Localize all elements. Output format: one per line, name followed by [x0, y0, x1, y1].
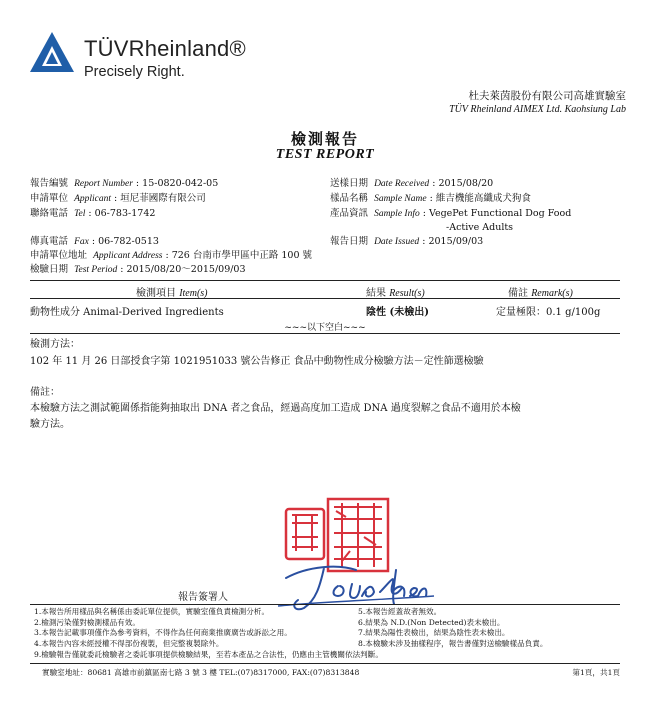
note-3: 3.本報告記載事項僅作為參考資料，不得作為任何商業推廣廣告或訴訟之用。	[34, 628, 292, 638]
footer-address: 實驗室地址：80681 高雄市前鎮區南七路 3 號 3 樓 TEL:(07)8317000, FAX:(07)8313848	[42, 668, 360, 677]
field-sample-info: 產品資訊 Sample Info : VegePet Functional Dog Food	[330, 208, 572, 219]
remark-line-2: 驗方法。	[30, 419, 70, 430]
notes-top-rule	[30, 604, 620, 605]
tuv-rheinland-logo	[28, 24, 288, 84]
signatory-label: 報告簽署人	[178, 592, 228, 603]
notes-bottom-rule	[30, 663, 620, 664]
table-top-rule	[30, 280, 620, 281]
header-item: 檢測項目 Item(s)	[136, 288, 208, 299]
field-sample-info-line2: -Active Adults	[446, 222, 514, 233]
page-number: 第1頁，共1頁	[572, 668, 620, 677]
lab-name-cn: 杜夫萊茵股份有限公司高雄實驗室	[468, 90, 626, 102]
lab-name-en: TÜV Rheinland AIMEX Ltd. Kaohsiung Lab	[449, 104, 626, 115]
field-sample-name: 樣品名稱 Sample Name : 維吉機能高纖成犬狗食	[330, 193, 531, 204]
field-applicant: 申請單位 Applicant : 垣尼菲國際有限公司	[30, 193, 206, 204]
note-9: 9.檢驗報告僅就委託檢驗者之委託事項提供檢驗結果，至若本產品之合法性，仍應由主管機關依法判斷。	[34, 650, 383, 659]
table-cell-remark: 定量極限：0.1 g/100g	[496, 307, 601, 318]
blank-marker: ~~~以下空白~~~	[284, 323, 366, 333]
note-6: 6.結果為 N.D.(Non Detected)表未檢出。	[358, 617, 505, 627]
field-date-received: 送樣日期 Date Received : 2015/08/20	[330, 178, 494, 189]
field-date-issued: 報告日期 Date Issued : 2015/09/03	[330, 236, 484, 247]
title-cn: 檢測報告	[290, 130, 359, 148]
field-test-period: 檢驗日期 Test Period : 2015/08/20～2015/09/03	[30, 264, 246, 275]
field-tel: 聯絡電話 Tel : 06-783-1742	[30, 208, 156, 219]
logo-tagline: Precisely Right.	[84, 64, 185, 80]
notes-left	[34, 607, 292, 649]
table-cell-item: 動物性成分 Animal-Derived Ingredients	[30, 307, 224, 318]
note-8: 8.本檢驗未涉及抽樣程序，報告書僅對送檢驗樣品負責。	[358, 638, 548, 648]
remark-title: 備註：	[30, 387, 60, 398]
note-5: 5.本報告經蓋故者無效。	[358, 607, 442, 616]
note-7: 7.結果為陽性表檢出，結果為陰性表未檢出。	[358, 628, 510, 638]
note-2: 2.檢測污染僅對檢測樣品有效。	[34, 617, 140, 627]
note-4: 4.本報告內容未經授權不得部份複製，但完整複製除外。	[34, 638, 224, 648]
header-result: 結果 Result(s)	[366, 288, 425, 299]
field-fax: 傳真電話 Fax : 06-782-0513	[30, 236, 159, 247]
logo-brand-name: TÜVRheinland®	[84, 36, 246, 61]
field-report-number: 報告編號 Report Number : 15-0820-042-05	[30, 178, 219, 189]
method-title: 檢測方法：	[30, 339, 80, 350]
triangle-logo-icon	[28, 30, 76, 74]
note-1: 1.本報告所用樣品與名稱係由委託單位提供，實驗室僅負責檢測分析。	[34, 607, 270, 616]
method-text: 102 年 11 月 26 日部授食字第 1021951033 號公告修正 食品中動物性成分檢驗方法－定性篩選檢驗	[30, 356, 484, 367]
remark-line-1: 本檢驗方法之測試範圍係指能夠抽取出 DNA 者之食品，經過高度加工造成 DNA 過度裂解之食品不適用於本檢	[30, 403, 521, 414]
field-address: 申請單位地址 Applicant Address : 726 台南市學甲區中正路 100 號	[30, 250, 313, 261]
title-en: TEST REPORT	[275, 147, 375, 162]
header-remark: 備註 Remark(s)	[508, 288, 573, 299]
table-header-rule	[30, 298, 620, 299]
table-bottom-rule	[30, 333, 620, 334]
notes-right	[358, 607, 548, 649]
table-cell-result: 陰性 (未檢出)	[366, 307, 429, 318]
